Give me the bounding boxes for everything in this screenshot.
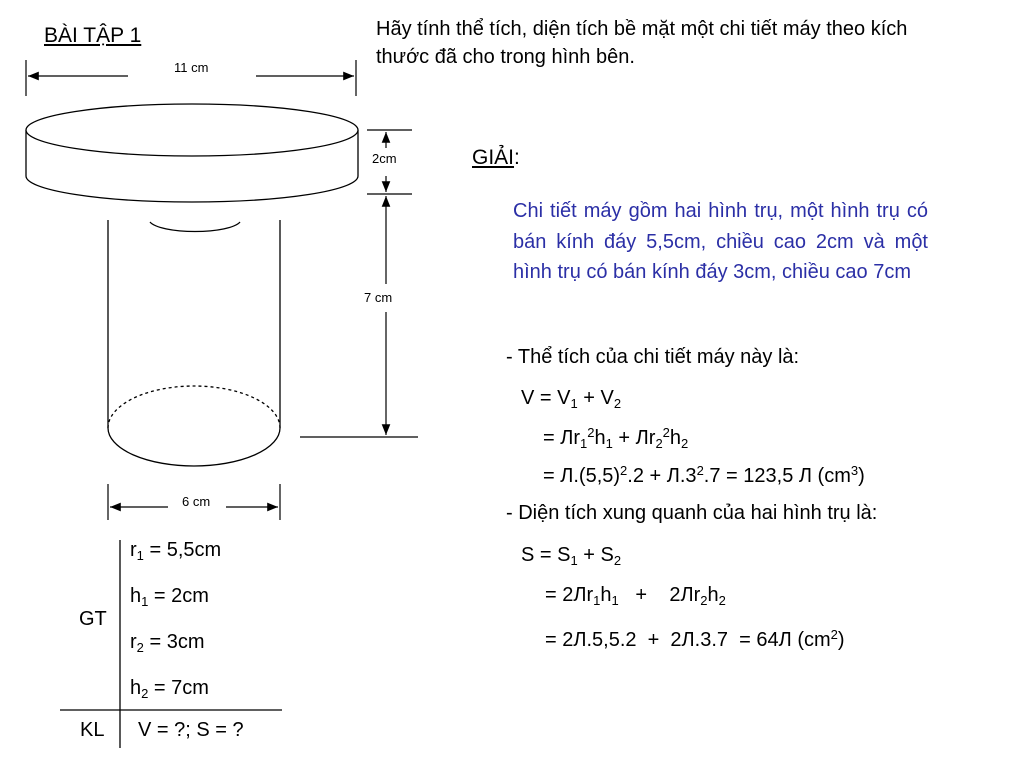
surface-formula-1: $S = S_1 + S_2$: [521, 544, 622, 568]
conclusion-label: KL: [80, 719, 105, 741]
surface-formula-3: = 2Л.5,5.2 + 2Л.3.7 = 64Л $(cm^2)$: [545, 627, 845, 651]
volume-intro: - Thể tích của chi tiết máy này là:: [506, 346, 800, 368]
given-label: GT: [79, 608, 107, 630]
bottom-cylinder: [108, 220, 280, 466]
solution-heading: GIẢI:: [472, 146, 520, 169]
top-height-label: 2cm: [372, 151, 397, 166]
given-h1: $h_1 = 2cm$: [130, 585, 209, 609]
conclusion-value: V = ?; S = ?: [138, 719, 244, 741]
top-width-label: 11 cm: [174, 60, 209, 75]
surface-intro: - Diện tích xung quanh của hai hình trụ là:: [506, 502, 878, 524]
bottom-width-label: 6 cm: [182, 494, 211, 509]
bottom-height-dimension: [300, 196, 418, 437]
given-r2: $r_2 = 3cm$: [130, 631, 205, 655]
top-cylinder: [26, 104, 358, 202]
given-r1: $r_1 = 5,5cm$: [130, 539, 222, 563]
solution-description: Chi tiết máy gồm hai hình trụ, một hình trụ có bán kính đáy 5,5cm, chiều cao 2cm và một hình trụ có bán kính đáy 3cm, chiều cao 7cm: [513, 200, 928, 283]
bottom-height-label: 7 cm: [364, 290, 393, 305]
surface-formula-2: = $2Лr_1h_1$ + $2Лr_2h_2$: [545, 584, 726, 608]
exercise-title: BÀI TẬP 1: [44, 24, 142, 47]
volume-formula-3: = $Л.(5,5)^2.2 + Л.3^2.7 = 123,5$ Л $(cm^3)$: [543, 463, 865, 487]
volume-formula-2: = $Лr_1^2h_1 + Лr_2^2h_2$: [543, 425, 689, 451]
problem-statement: Hãy tính thể tích, diện tích bề mặt một chi tiết máy theo kích thước đã cho trong hình bên.: [376, 18, 908, 68]
given-h2: $h_2 = 7cm$: [130, 677, 209, 701]
volume-formula-1: $V = V_1 + V_2$: [521, 387, 622, 411]
